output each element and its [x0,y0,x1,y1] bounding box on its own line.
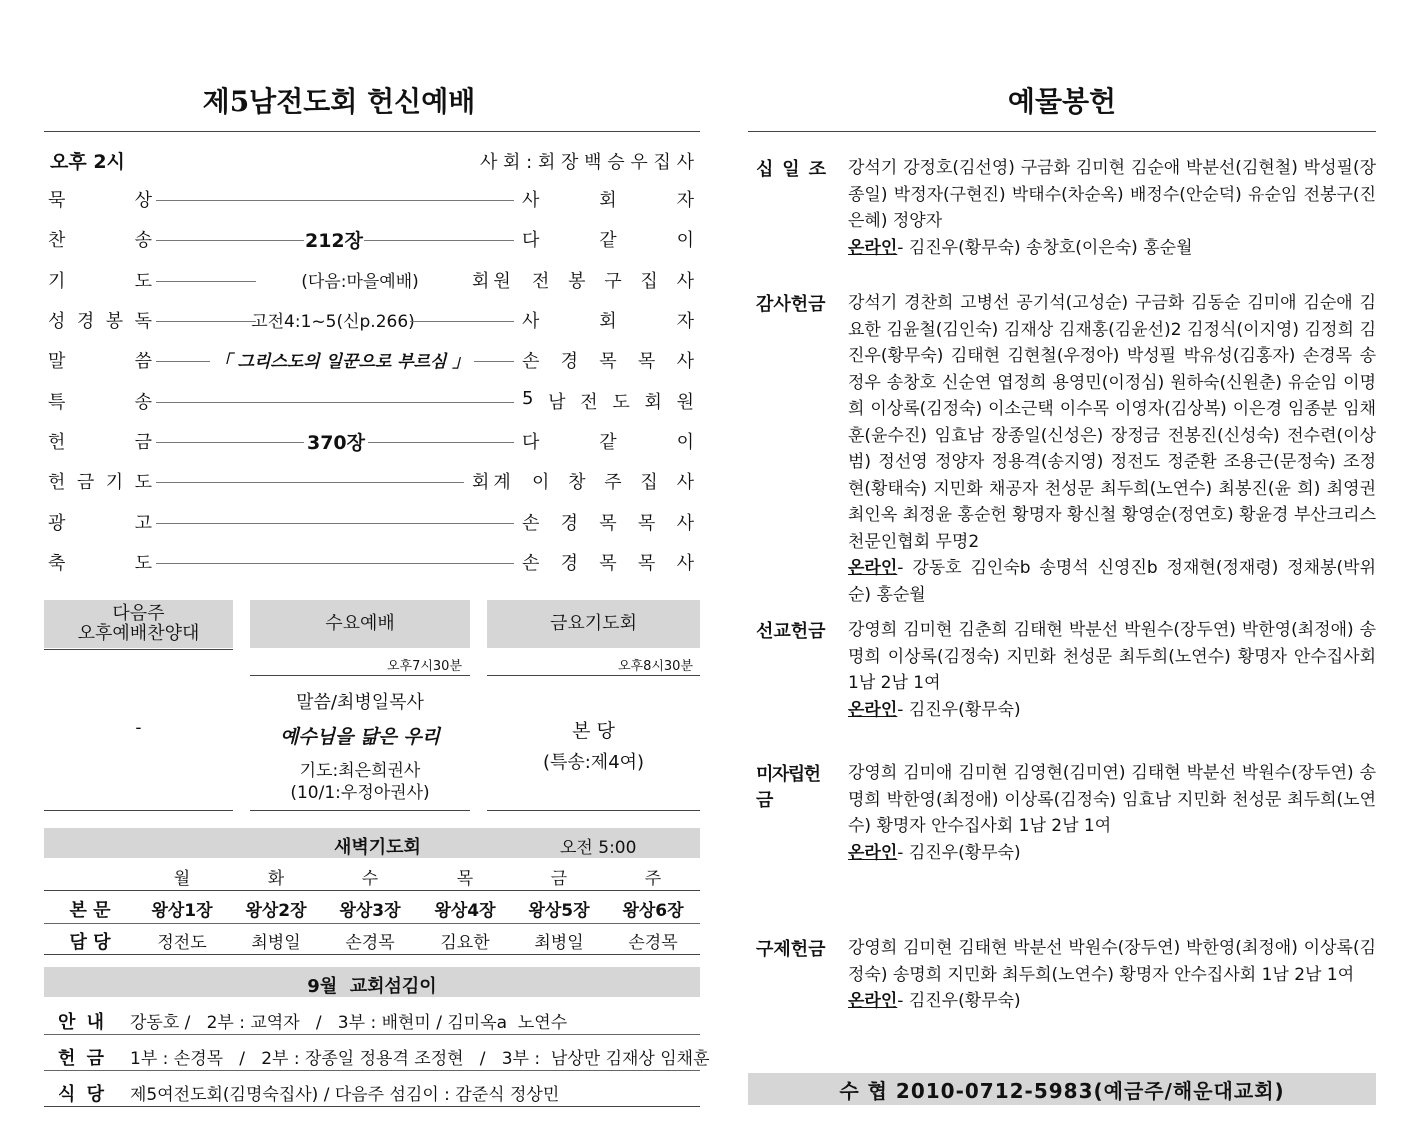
online-donors: - 김진우(황무숙) [897,842,1021,863]
fri-place: 본 당 [572,720,615,742]
leader-line [156,563,514,564]
donor-list: 강영희 김미현 김태현 박분선 박원수(장두연) 박한영(최정애) 이상록(김정숙) 송명희 지민화 최두희(노연수) 황명자 안수집사회 1남 2남 1여 [848,938,1376,985]
order-detail: (다음:마을예배) [301,272,419,292]
order-label: 헌 금 기 도 [48,472,152,493]
serve-divider [44,1034,700,1035]
online-label: 온라인 [848,699,898,720]
wed-speaker: 말씀/최병일목사 [296,692,424,713]
choir-bottom-line [44,810,233,811]
order-detail: 고전4:1~5(신p.266) [251,312,415,332]
order-person: 손 경 목 목 사 [522,513,694,534]
next-choir-content: - [135,718,142,738]
next-choir-header: 다음주 오후예배찬양대 [44,600,233,648]
dawn-row-divider [44,890,700,891]
leader-line [156,240,304,241]
offering-label: 감사헌금 [756,294,826,315]
fri-bottom-line [487,810,700,811]
serve-role: 안 내 [58,1012,104,1033]
leader-cell: 최병일 [251,933,301,953]
wed-sermon-title: 예수님을 닮은 우리 [279,726,441,748]
order-row [44,468,700,498]
offering-names [848,155,1376,261]
leader-cell: 손경목 [345,933,395,953]
serve-divider [44,1106,700,1107]
order-person: 사 회 자 [522,190,694,211]
offering-label: 선교헌금 [756,621,826,642]
service-time: 오후 2시 [50,151,125,173]
dawn-bottom-line [44,954,700,955]
order-label: 말 씀 [48,351,152,372]
order-person: 사 회 자 [522,311,694,332]
leader-line [156,321,256,322]
fri-special: (특송:제4여) [542,752,645,773]
leader-cell: 김요한 [440,933,490,953]
day-header: 화 [267,869,285,889]
offering-label: 십 일 조 [756,159,826,180]
fri-time-line [487,675,700,676]
leader-line [156,482,464,483]
dawn-prayer-time: 오전 5:00 [560,838,637,858]
day-header: 주 [644,869,662,889]
online-label: 온라인 [848,558,898,578]
order-row [44,428,700,458]
serve-people: 제5여전도회(김명숙집사) / 다음주 섬김이 : 감준식 정상민 [130,1085,560,1105]
serve-people: 강동호 / 2부 : 교역자 / 3부 : 배현미 / 김미옥a 노연수 [130,1013,568,1033]
bank-account: 수 협 2010-0712-5983(예금주/해운대교회) [748,1073,1376,1105]
leader-line [156,200,514,201]
order-row [44,186,700,216]
serve-row [44,1002,700,1035]
online-label: 온라인 [848,237,898,258]
order-label: 헌 금 [48,432,152,453]
leader-line [410,321,514,322]
service-host: 사 회 : 회 장 백 승 우 집 사 [479,152,694,173]
online-donors: - 강동호 김인숙b 송명석 신영진b 정재현(정재령) 정채봉(박위순) 홍순월 [848,558,1376,605]
order-person: 다 같 이 [522,432,694,453]
serve-title: 9월 교회섬김이 [307,976,437,997]
leader-label: 담 당 [69,932,111,953]
online-donors: - 김진우(황무숙) [897,991,1021,1011]
serve-divider [44,1070,700,1071]
day-header: 금 [550,869,568,889]
online-label: 온라인 [848,991,898,1011]
leader-line [156,523,514,524]
donor-list: 강석기 강정호(김선영) 구금화 김미현 김순애 박분선(김현철) 박성필(장종일) 박정자(구현진) 박태수(차순옥) 배정수(안순덕) 유순임 전봉구(진은혜) 정양자 [848,158,1376,231]
day-header: 월 [173,869,191,889]
serve-role: 헌 금 [58,1048,104,1069]
order-label: 특 송 [48,392,152,413]
offering-title: 예물봉헌 [1007,85,1117,118]
offering-names [848,760,1376,866]
order-person: 회계 이 창 주 집 사 [472,472,694,493]
offering-names [848,290,1376,608]
serve-role: 식 당 [58,1084,104,1105]
order-row [44,226,700,256]
order-label: 기 도 [48,271,152,292]
order-row [44,307,700,337]
order-row [44,388,700,418]
leader-line [156,402,514,403]
offering-label: 구제헌금 [756,939,826,960]
leader-cell: 손경목 [628,933,678,953]
online-donors: - 김진우(황무숙) [897,699,1021,720]
online-label: 온라인 [848,842,898,863]
order-label: 찬 송 [48,230,152,251]
worship-title: 제5남전도회 헌신예배 [202,85,476,118]
leader-line [368,442,514,443]
wed-time: 오후7시30분 [386,659,462,674]
order-person: 손 경 목 목 사 [522,351,694,372]
offering-names [848,935,1376,1015]
leader-line [364,240,514,241]
wed-prayer-next: (10/1:우정아권사) [290,783,430,803]
leader-line [156,281,256,282]
scripture-cell: 왕상4장 [434,901,496,921]
wed-prayer: 기도:최은희권사 [299,761,421,781]
order-person: 다 같 이 [522,230,694,251]
leader-cell: 최병일 [534,933,584,953]
offering-divider [748,131,1376,132]
wed-bottom-line [250,810,470,811]
dawn-row-divider [44,923,700,924]
day-header: 수 [361,869,379,889]
order-row [44,347,700,377]
dawn-prayer-title: 새벽기도회 [334,837,421,858]
order-row [44,549,700,579]
order-person: 회원 전 봉 구 집 사 [472,271,694,292]
choir-header-line [44,649,233,650]
order-person: 손 경 목 목 사 [522,553,694,574]
order-detail: 212장 [304,230,363,252]
scripture-label: 본 문 [69,900,111,921]
leader-line [156,442,304,443]
scripture-cell: 왕상3장 [339,901,401,921]
leader-line [474,361,514,362]
serve-row [44,1038,710,1071]
fri-time: 오후8시30분 [617,659,693,674]
serve-row [44,1074,700,1107]
scripture-cell: 왕상6장 [622,901,684,921]
order-detail: 370장 [306,432,365,454]
wed-time-line [250,675,470,676]
donor-list: 강석기 경찬희 고병선 공기석(고성순) 구금화 김동순 김미애 김순애 김요한 김윤철(김인숙) 김재상 김재홍(김윤선)2 김정식(이지영) 김정희 김진우(황무숙) 김태현 김현철(우정아) 박성필 박유성(김홍자) 손경목 송정우 송창호 신순연 엽정희 용영민(이정심) 원하숙(신원춘) 유순임 이명희 이상록(김정숙) 이소근택 이수목 이영자(김상복) 이은경 임종분 임채훈(윤수진) 임효남 장종일(신성은) 장정금 전봉진(신성숙) 전수련(이상범) 정선영 정양자 정용격(송지영) 정전도 정준환 조용근(문정숙) 조정현(황태숙) 지민화 채공자 천성문 최두희(노연수) 최봉진(윤 희) 최영권 최인옥 최정윤 홍순헌 황명자 황신철 황영순(정연호) 황윤경 부산크리스천문인협회 무명2 [848,293,1376,552]
order-row [44,509,700,539]
order-label: 광 고 [48,513,152,534]
donor-list: 강영희 김미애 김미현 김영현(김미연) 김태현 박분선 박원수(장두연) 송명희 박한영(최정애) 이상록(김정숙) 임효남 지민화 천성문 최두희(노연수) 황명자 안수집사회 1남 2남 1여 [848,763,1376,836]
wed-worship-header: 수요예배 [250,600,470,648]
order-row [44,267,700,297]
offering-names [848,617,1376,723]
leader-cell: 정전도 [157,933,207,953]
scripture-cell: 왕상5장 [528,901,590,921]
day-header: 목 [456,869,474,889]
donor-list: 강영희 김미현 김춘희 김태현 박분선 박원수(장두연) 박한영(최정애) 송명희 이상록(김정숙) 지민화 천성문 최두희(노연수) 황명자 안수집사회 1남 2남 1여 [848,620,1376,693]
order-person: 5 남 전 도 회 원 [522,388,694,413]
scripture-cell: 왕상2장 [245,901,307,921]
online-donors: - 김진우(황무숙) 송창호(이은숙) 홍순월 [897,237,1193,258]
order-detail: 「 그리스도의 일꾼으로 부르심 」 [214,352,470,372]
order-label: 축 도 [48,553,152,574]
leader-line [156,361,210,362]
order-label: 묵 상 [48,190,152,211]
serve-people: 1부 : 손경목 / 2부 : 장종일 정용격 조정현 / 3부 : 남상만 김재상 임채훈 [130,1049,710,1069]
order-label: 성 경 봉 독 [48,311,152,332]
offering-label: 미자립헌금 [756,764,820,811]
title-divider [44,131,700,132]
scripture-cell: 왕상1장 [151,901,213,921]
fri-prayer-header: 금요기도회 [487,600,700,648]
